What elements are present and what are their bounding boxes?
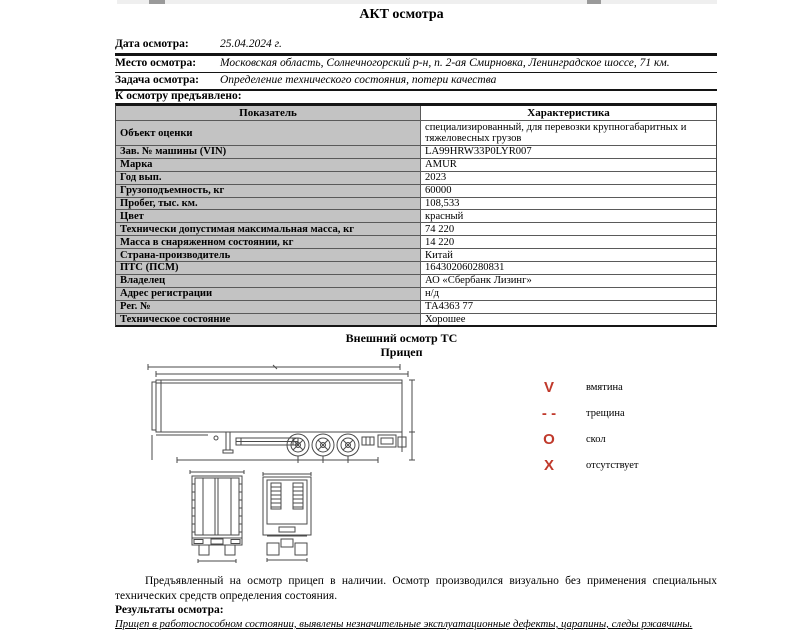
- value-cell: 2023: [421, 172, 716, 184]
- legend-item-chip: [538, 426, 639, 452]
- indicator-cell: Страна-производитель: [116, 249, 421, 261]
- results-label: Результаты осмотра:: [115, 604, 224, 616]
- indicator-cell: Рег. №: [116, 301, 421, 313]
- info-value: Определение технического состояния, потери качества: [220, 74, 497, 86]
- value-cell: Хорошее: [421, 314, 716, 326]
- value-cell: н/д: [421, 288, 716, 300]
- document-title: АКТ осмотра: [359, 7, 444, 22]
- crack-symbol-icon: - -: [541, 404, 557, 422]
- info-value: Московская область, Солнечногорский р-н, п. 2-ая Смирновка, Ленинградское шоссе, 71 км.: [220, 57, 670, 69]
- value-cell: красный: [421, 210, 716, 222]
- dent-symbol-icon: V: [543, 378, 554, 396]
- value-cell: АО «Сбербанк Лизинг»: [421, 275, 716, 287]
- info-row-date: [115, 38, 717, 56]
- table-row: [116, 235, 716, 248]
- value-cell: 74 220: [421, 223, 716, 235]
- table-row: [116, 145, 716, 158]
- indicator-cell: Марка: [116, 159, 421, 171]
- indicator-cell: Пробег, тыс. км.: [116, 198, 421, 210]
- table-row: [116, 248, 716, 261]
- trailer-front-view-drawing: [258, 472, 316, 563]
- exterior-inspection-title: [0, 331, 803, 359]
- info-value: 25.04.2024 г.: [220, 38, 282, 50]
- table-row: [116, 274, 716, 287]
- info-row-place: [115, 57, 717, 73]
- value-cell: 60000: [421, 185, 716, 197]
- table-row: [116, 222, 716, 235]
- indicator-header: Показатель: [116, 106, 421, 120]
- value-cell: 14 220: [421, 236, 716, 248]
- legend-item-missing: [538, 452, 639, 478]
- trailer-rear-view-drawing: [186, 470, 250, 565]
- info-label: Дата осмотра:: [115, 38, 189, 50]
- indicator-cell: Технически допустимая максимальная масса, кг: [116, 223, 421, 235]
- value-cell: LA99HRW33P0LYR007: [421, 146, 716, 158]
- characteristic-header: Характеристика: [421, 106, 716, 120]
- legend-label: скол: [586, 433, 606, 445]
- table-row: [116, 120, 716, 145]
- table-row: [116, 184, 716, 197]
- indicator-cell: Объект оценки: [116, 121, 421, 145]
- info-row-task: [115, 74, 717, 91]
- table-row: [116, 158, 716, 171]
- inspection-note-paragraph: Предъявленный на осмотр прицеп в наличии. Осмотр производился визуально без применения специальных технических средств определения состояния.: [115, 575, 717, 602]
- legend-label: отсутствует: [586, 459, 639, 471]
- table-row: [116, 287, 716, 300]
- indicator-cell: Масса в снаряженном состоянии, кг: [116, 236, 421, 248]
- table-row: [116, 197, 716, 210]
- indicator-cell: Владелец: [116, 275, 421, 287]
- value-cell: 108,533: [421, 198, 716, 210]
- presented-label: К осмотру предъявлено:: [115, 90, 242, 102]
- indicator-cell: Год вып.: [116, 172, 421, 184]
- indicator-cell: Цвет: [116, 210, 421, 222]
- top-edge-mark: [149, 0, 165, 4]
- trailer-side-view-drawing: [138, 360, 423, 472]
- value-cell: 164302060280831: [421, 262, 716, 274]
- inspection-info-table: [115, 38, 717, 91]
- indicator-cell: Техническое состояние: [116, 314, 421, 326]
- top-edge-mark: [587, 0, 601, 4]
- damage-legend: [538, 374, 639, 478]
- legend-label: вмятина: [586, 381, 623, 393]
- indicator-cell: ПТС (ПСМ): [116, 262, 421, 274]
- chip-symbol-icon: O: [543, 430, 555, 448]
- table-row: [116, 300, 716, 313]
- value-cell: ТА4363 77: [421, 301, 716, 313]
- value-cell: специализированный, для перевозки крупногабаритных и тяжеловесных грузов: [421, 121, 716, 145]
- section-title-line: Внешний осмотр ТС: [345, 331, 458, 345]
- value-cell: AMUR: [421, 159, 716, 171]
- missing-symbol-icon: X: [543, 456, 554, 474]
- table-row: [116, 171, 716, 184]
- legend-label: трещина: [586, 407, 625, 419]
- legend-item-crack: [538, 400, 639, 426]
- info-label: Место осмотра:: [115, 57, 197, 69]
- indicator-cell: Грузоподъемность, кг: [116, 185, 421, 197]
- value-cell: Китай: [421, 249, 716, 261]
- top-edge-artifact: [117, 0, 717, 4]
- table-header-row: [116, 106, 716, 120]
- indicator-cell: Зав. № машины (VIN): [116, 146, 421, 158]
- results-value: Прицеп в работоспособном состоянии, выявлены незначительные эксплуатационные дефекты, царапины, следы ржавчины.: [115, 618, 693, 630]
- table-row: [116, 313, 716, 326]
- table-row: [116, 209, 716, 222]
- vehicle-characteristics-table: [115, 103, 717, 327]
- indicator-cell: Адрес регистрации: [116, 288, 421, 300]
- table-row: [116, 261, 716, 274]
- info-label: Задача осмотра:: [115, 74, 199, 86]
- section-subtitle-line: Прицеп: [380, 345, 423, 359]
- legend-item-dent: [538, 374, 639, 400]
